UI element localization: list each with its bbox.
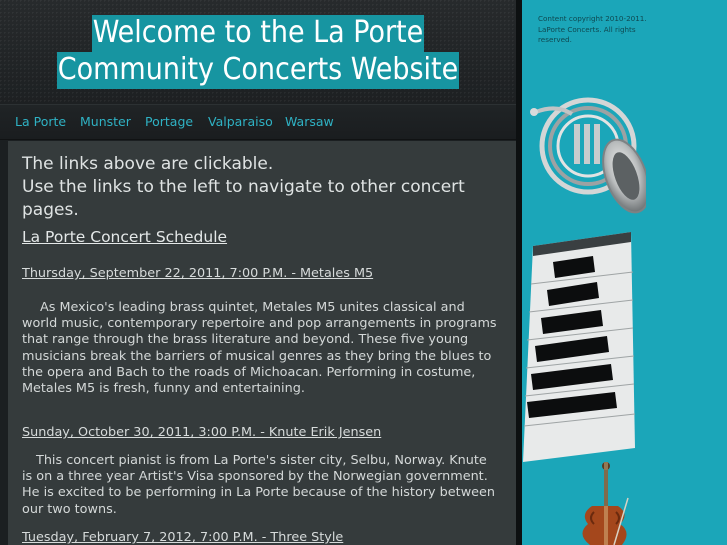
content-panel [8,141,516,545]
nav-link-la-porte[interactable]: La Porte [15,114,67,129]
intro-line: Use the links to the left to navigate to other concert [22,177,465,197]
site-header [0,0,516,104]
nav-link-munster[interactable]: Munster [80,114,131,129]
page-title [20,14,496,88]
event-heading: Tuesday, February 7, 2012, 7:00 P.M. - Three Style [22,530,344,545]
title-line-2: Community Concerts Website [57,52,459,87]
event-heading: Thursday, September 22, 2011, 7:00 P.M. - Metales M5 [22,266,374,281]
schedule-title: La Porte Concert Schedule [22,228,228,246]
cello-image [570,462,630,545]
intro-line: pages. [22,200,79,220]
copyright-notice: Content copyright 2010-2011. LaPorte Concerts. All rights reserved. [538,14,647,44]
french-horn-image [526,84,646,234]
nav-link-valparaiso[interactable]: Valparaiso [208,114,273,129]
intro-line: The links above are clickable. [22,154,274,174]
event-heading: Sunday, October 30, 2011, 3:00 P.M. - Knute Erik Jensen [22,425,382,440]
right-sidebar [516,0,727,545]
nav-link-warsaw[interactable]: Warsaw [285,114,334,129]
title-line-1: Welcome to the La Porte [92,15,424,50]
nav-bar [0,104,516,140]
piano-keys-image [523,232,637,462]
sidebar-divider [516,0,522,545]
event-description: As Mexico's leading brass quintet, Metales M5 unites classical and world music, contemporary repertoire and pop arrangements in programs that range through the brass literature and beyond. These five young musicians break the barriers of musical genres as they bring the blues to the opera and Bach to the roads of Michoacan. Performing in costume, Metales M5 is fresh, funny and entertaining. [22,300,497,397]
event-description: This concert pianist is from La Porte's sister city, Selbu, Norway. Knute is on a three year Artist's Visa sponsored by the Norwegian government. He is excited to be performing in La Porte because of the history between our two towns. [22,453,496,517]
nav-link-portage[interactable]: Portage [145,114,194,129]
intro-text [22,153,492,222]
